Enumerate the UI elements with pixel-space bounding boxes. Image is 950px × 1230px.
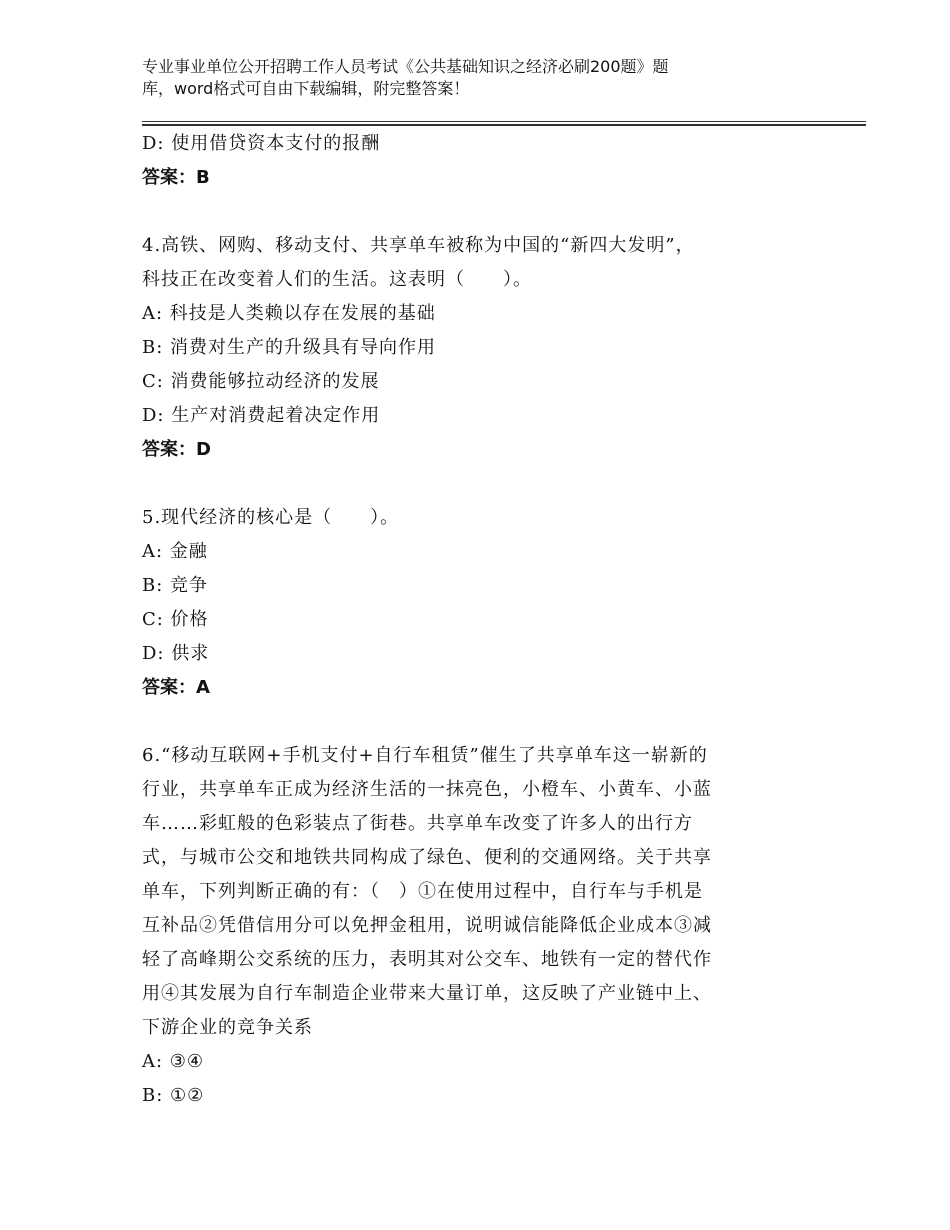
document-header [142,56,782,100]
spacer [142,467,842,501]
header-divider-thin [142,121,866,122]
q6-option-b: B: ①② [142,1085,205,1106]
q6-stem-line: 行业，共享单车正成为经济生活的一抹亮色，小橙车、小黄车、小蓝 [142,779,712,800]
q5-option-b: B: 竞争 [142,575,209,596]
header-divider-thick [142,124,866,126]
document-body [142,127,842,1113]
q5-option-a: A: 金融 [142,541,208,562]
q6-stem-line: 轻了高峰期公交系统的压力，表明其对公交车、地铁有一定的替代作 [142,949,712,970]
q5-stem-line: 5.现代经济的核心是（ ）。 [142,507,400,528]
header-line-2: 库，word格式可自由下载编辑，附完整答案！ [142,79,470,98]
q5-answer: 答案：A [142,677,210,698]
q3-option-d: D: 使用借贷资本支付的报酬 [142,133,381,154]
header-line-1: 专业事业单位公开招聘工作人员考试《公共基础知识之经济必刷200题》题 [142,57,669,76]
q4-stem-line: 科技正在改变着人们的生活。这表明（ ）。 [142,269,532,290]
q6-option-a: A: ③④ [142,1051,205,1072]
q4-answer: 答案：D [142,439,211,460]
q5-stem [142,501,792,535]
spacer [142,195,842,229]
q6-stem-line: 用④其发展为自行车制造企业带来大量订单，这反映了产业链中上、 [142,983,712,1004]
q4-stem [142,229,792,297]
q6-stem-line: 互补品②凭借信用分可以免押金租用，说明诚信能降低企业成本③减 [142,915,712,936]
q4-option-c: C: 消费能够拉动经济的发展 [142,371,380,392]
q6-stem-line: 6.“移动互联网+手机支付+自行车租赁”催生了共享单车这一崭新的 [142,745,708,766]
q5-option-d: D: 供求 [142,643,210,664]
q5-option-c: C: 价格 [142,609,209,630]
q6-stem-line: 单车，下列判断正确的有：（ ）①在使用过程中，自行车与手机是 [142,881,703,902]
q6-stem-line: 式，与城市公交和地铁共同构成了绿色、便利的交通网络。关于共享 [142,847,712,868]
q6-stem-line: 下游企业的竞争关系 [142,1017,313,1038]
q4-stem-line: 4.高铁、网购、移动支付、共享单车被称为中国的“新四大发明”， [142,235,695,256]
q6-stem-line: 车……彩虹般的色彩装点了街巷。共享单车改变了许多人的出行方 [142,813,693,834]
q4-option-b: B: 消费对生产的升级具有导向作用 [142,337,437,358]
q3-answer: 答案：B [142,167,210,188]
q6-stem [142,739,792,1045]
q4-option-a: A: 科技是人类赖以存在发展的基础 [142,303,436,324]
spacer [142,705,842,739]
q4-option-d: D: 生产对消费起着决定作用 [142,405,381,426]
